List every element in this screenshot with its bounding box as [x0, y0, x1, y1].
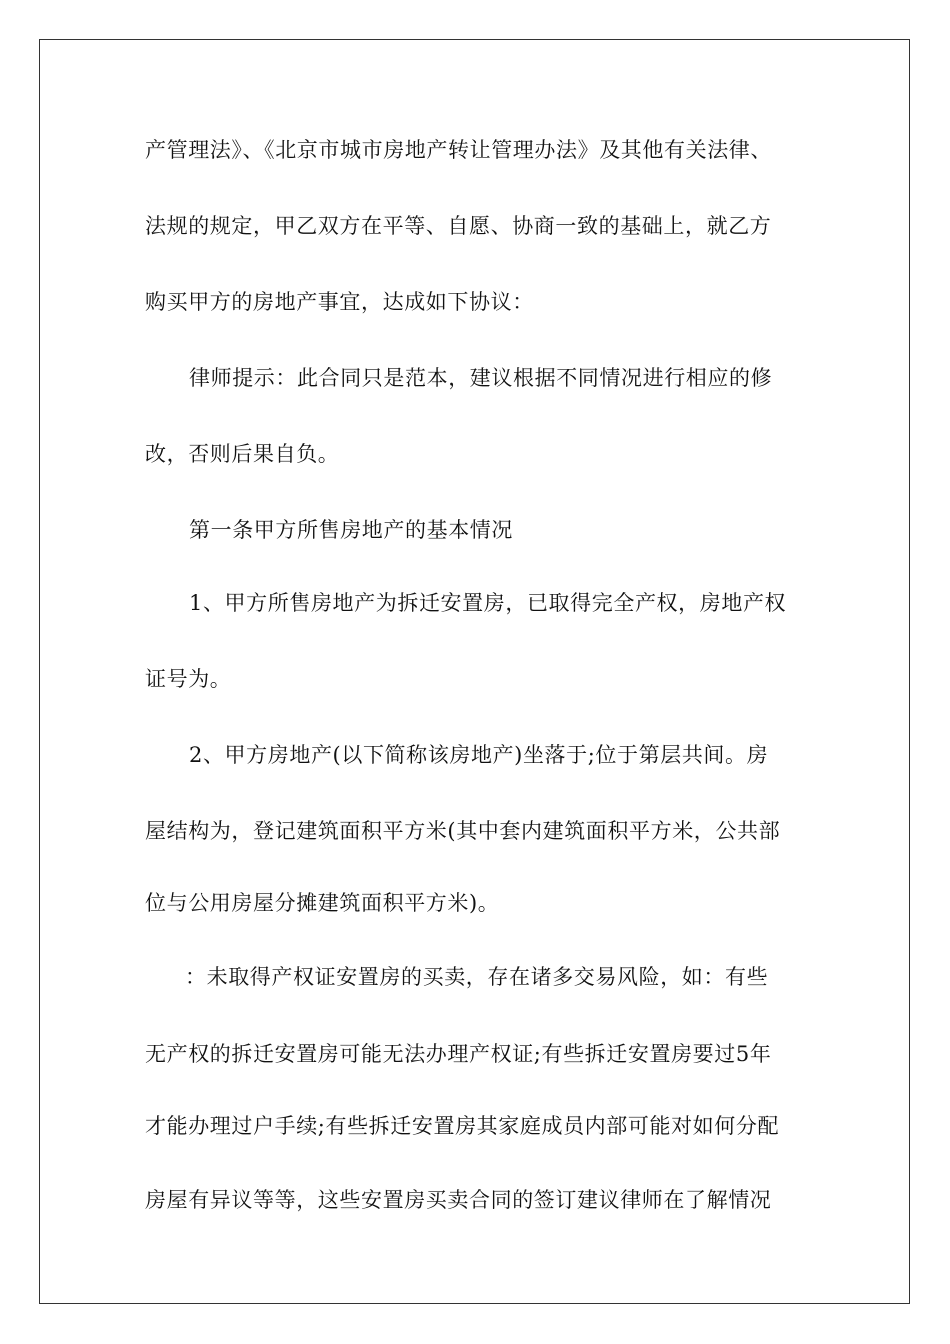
text-line: 1、甲方所售房地产为拆迁安置房，已取得完全产权，房地产权	[189, 591, 787, 615]
text-line: 才能办理过户手续;有些拆迁安置房其家庭成员内部可能对如何分配	[145, 1114, 780, 1138]
text-line: 屋结构为，登记建筑面积平方米(其中套内建筑面积平方米，公共部	[145, 819, 781, 843]
section-heading: 第一条甲方所售房地产的基本情况	[189, 518, 513, 542]
text-line: 产管理法》、《北京市城市房地产转让管理办法》及其他有关法律、	[145, 138, 772, 162]
text-line: ：未取得产权证安置房的买卖，存在诸多交易风险，如：有些	[185, 965, 769, 989]
text-line: 法规的规定，甲乙双方在平等、自愿、协商一致的基础上，就乙方	[145, 214, 772, 238]
text-line: 购买甲方的房地产事宜，达成如下协议：	[145, 290, 534, 314]
text-line: 房屋有异议等等，这些安置房买卖合同的签订建议律师在了解情况	[145, 1188, 772, 1212]
text-line: 位与公用房屋分摊建筑面积平方米)。	[145, 891, 500, 915]
text-line: 律师提示：此合同只是范本，建议根据不同情况进行相应的修	[189, 366, 773, 390]
text-line: 2、甲方房地产(以下简称该房地产)坐落于;位于第层共间。房	[189, 743, 769, 767]
text-line: 无产权的拆迁安置房可能无法办理产权证;有些拆迁安置房要过5年	[145, 1042, 772, 1066]
text-line: 改，否则后果自负。	[145, 442, 340, 466]
text-line: 证号为。	[145, 667, 232, 691]
